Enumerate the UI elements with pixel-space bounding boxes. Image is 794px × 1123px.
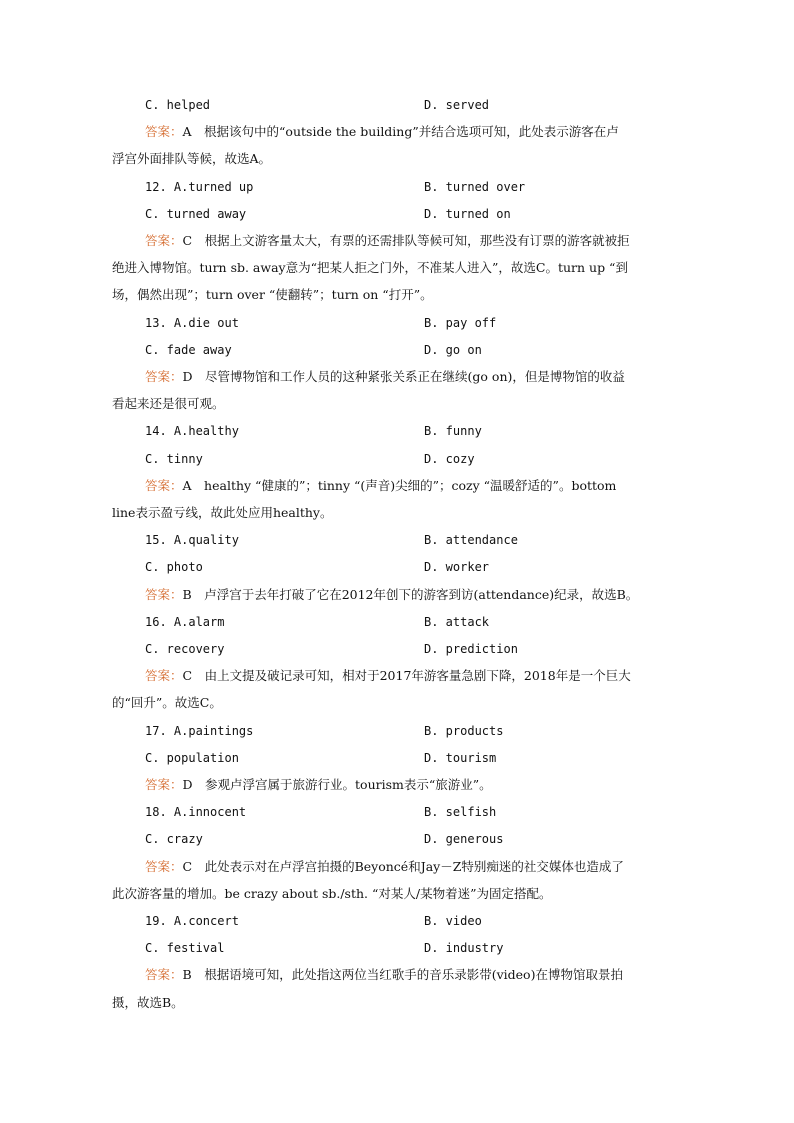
option-left: 19. A.concert bbox=[145, 914, 239, 928]
answer-continuation-line bbox=[0, 501, 794, 525]
options-row bbox=[0, 555, 794, 579]
option-right: B. attack bbox=[424, 614, 490, 629]
answer-body: 的“回升”。故选C。 bbox=[112, 695, 222, 711]
answer-body: B 根据语境可知，此处指这两位当红歌手的音乐录影带(video)在博物馆取景拍 bbox=[182, 967, 623, 983]
option-right: D. worker bbox=[424, 560, 490, 575]
answer-continuation-line bbox=[0, 256, 794, 280]
option-left: C. population bbox=[145, 750, 239, 765]
options-row bbox=[0, 338, 794, 362]
answer-label: 答案： bbox=[145, 233, 183, 248]
option-right: B. attendance bbox=[424, 533, 518, 548]
options-row bbox=[0, 746, 794, 770]
answer-text bbox=[145, 664, 631, 688]
answer-body: D 尽管博物馆和工作人员的这种紧张关系正在继续(go on)，但是博物馆的收益 bbox=[182, 369, 625, 384]
option-left: C. fade away bbox=[145, 342, 232, 357]
answer-body: 场，偶然出现”；turn over “使翻转”；turn on “打开”。 bbox=[112, 287, 433, 303]
answer-body: line表示盈亏线，故此处应用healthy。 bbox=[112, 505, 333, 520]
options-row bbox=[0, 202, 794, 226]
answer-line bbox=[0, 963, 794, 987]
answer-body: 摄，故选B。 bbox=[112, 994, 184, 1010]
answer-line bbox=[0, 365, 794, 389]
option-left: C. photo bbox=[145, 560, 203, 575]
option-right: B. funny bbox=[424, 424, 482, 439]
option-left: C. helped bbox=[145, 98, 211, 112]
answer-body: 浮宫外面排队等候，故选A。 bbox=[112, 151, 272, 167]
answer-continuation-line bbox=[0, 147, 794, 171]
options-row bbox=[0, 637, 794, 661]
answer-body: C 由上文提及破记录可知，相对于2017年游客量急剧下降，2018年是一个巨大 bbox=[182, 668, 631, 684]
answer-text bbox=[145, 583, 638, 607]
answer-line bbox=[0, 855, 794, 879]
option-left: 13. A.die out bbox=[145, 315, 239, 330]
option-right: D. cozy bbox=[424, 451, 475, 466]
answer-text bbox=[145, 855, 624, 879]
options-row bbox=[0, 827, 794, 851]
answer-body: 看起来还是很可观。 bbox=[112, 396, 225, 412]
answer-line bbox=[0, 474, 794, 498]
options-row bbox=[0, 909, 794, 933]
answer-line bbox=[0, 664, 794, 688]
options-row bbox=[0, 419, 794, 443]
answer-text bbox=[145, 365, 625, 389]
answer-body: C 此处表示对在卢浮宫拍摄的Beyoncé和Jay－Z特别痴迷的社交媒体也造成了 bbox=[182, 858, 624, 874]
answer-label: 答案： bbox=[145, 858, 183, 874]
answer-continuation-line bbox=[0, 991, 794, 1015]
answer-body: A 根据该句中的“outside the building”并结合选项可知，此处表示游客在卢 bbox=[182, 124, 619, 140]
options-row bbox=[0, 447, 794, 471]
answer-body: 此次游客量的增加。be crazy about sb./sth. “对某人/某物着迷”为固定搭配。 bbox=[112, 885, 552, 901]
option-right: B. turned over bbox=[424, 179, 526, 194]
answer-line bbox=[0, 583, 794, 607]
option-left: 17. A.paintings bbox=[145, 723, 254, 738]
answer-label: 答案： bbox=[145, 586, 183, 602]
option-right: D. industry bbox=[424, 941, 504, 956]
options-row bbox=[0, 719, 794, 743]
answer-line bbox=[0, 229, 794, 253]
options-row bbox=[0, 175, 794, 199]
option-right: D. generous bbox=[424, 832, 504, 847]
options-row bbox=[0, 800, 794, 824]
option-left: 16. A.alarm bbox=[145, 614, 225, 629]
answer-label: 答案： bbox=[145, 967, 183, 983]
option-left: C. tinny bbox=[145, 451, 203, 466]
answer-body: A healthy “健康的”；tinny “(声音)尖细的”；cozy “温暖舒适的”。bottom bbox=[182, 477, 617, 493]
option-right: D. go on bbox=[424, 342, 482, 357]
options-row bbox=[0, 93, 794, 117]
option-left: 12. A.turned up bbox=[145, 179, 254, 194]
option-left: C. recovery bbox=[145, 642, 225, 656]
option-right: D. turned on bbox=[424, 206, 511, 221]
option-right: B. products bbox=[424, 723, 504, 738]
option-right: D. served bbox=[424, 98, 490, 112]
answer-body: D 参观卢浮宫属于旅游行业。tourism表示“旅游业”。 bbox=[182, 777, 492, 792]
answer-text bbox=[145, 963, 623, 987]
answer-label: 答案： bbox=[145, 369, 183, 384]
option-left: 18. A.innocent bbox=[145, 805, 247, 820]
options-row bbox=[0, 311, 794, 335]
answer-continuation-line bbox=[0, 392, 794, 416]
options-row bbox=[0, 610, 794, 634]
answer-body: 绝进入博物馆。turn sb. away意为“把某人拒之门外，不准某人进入”，故选C。turn up “到 bbox=[112, 260, 628, 276]
option-left: C. crazy bbox=[145, 832, 203, 847]
answer-text bbox=[145, 773, 492, 797]
option-left: 15. A.quality bbox=[145, 533, 239, 548]
answer-continuation-line bbox=[0, 882, 794, 906]
option-left: C. turned away bbox=[145, 206, 247, 221]
option-right: B. selfish bbox=[424, 805, 497, 820]
answer-label: 答案： bbox=[145, 124, 183, 140]
answer-line bbox=[0, 120, 794, 144]
answer-continuation-line bbox=[0, 283, 794, 307]
answer-label: 答案： bbox=[145, 777, 183, 792]
option-right: D. prediction bbox=[424, 642, 518, 656]
answer-label: 答案： bbox=[145, 668, 183, 684]
answer-label: 答案： bbox=[145, 477, 183, 493]
answer-text bbox=[145, 474, 616, 498]
options-row bbox=[0, 528, 794, 552]
option-right: B. pay off bbox=[424, 315, 497, 330]
answer-text bbox=[145, 229, 630, 253]
answer-continuation-line bbox=[0, 691, 794, 715]
answer-line bbox=[0, 773, 794, 797]
option-left: 14. A.healthy bbox=[145, 424, 239, 439]
option-right: D. tourism bbox=[424, 750, 497, 765]
option-left: C. festival bbox=[145, 941, 225, 956]
options-row bbox=[0, 936, 794, 960]
answer-body: B 卢浮宫于去年打破了它在2012年创下的游客到访(attendance)纪录，故选B。 bbox=[182, 586, 639, 602]
answer-text bbox=[145, 120, 619, 144]
option-right: B. video bbox=[424, 914, 482, 928]
answer-body: C 根据上文游客量太大，有票的还需排队等候可知，那些没有订票的游客就被拒 bbox=[182, 233, 630, 248]
